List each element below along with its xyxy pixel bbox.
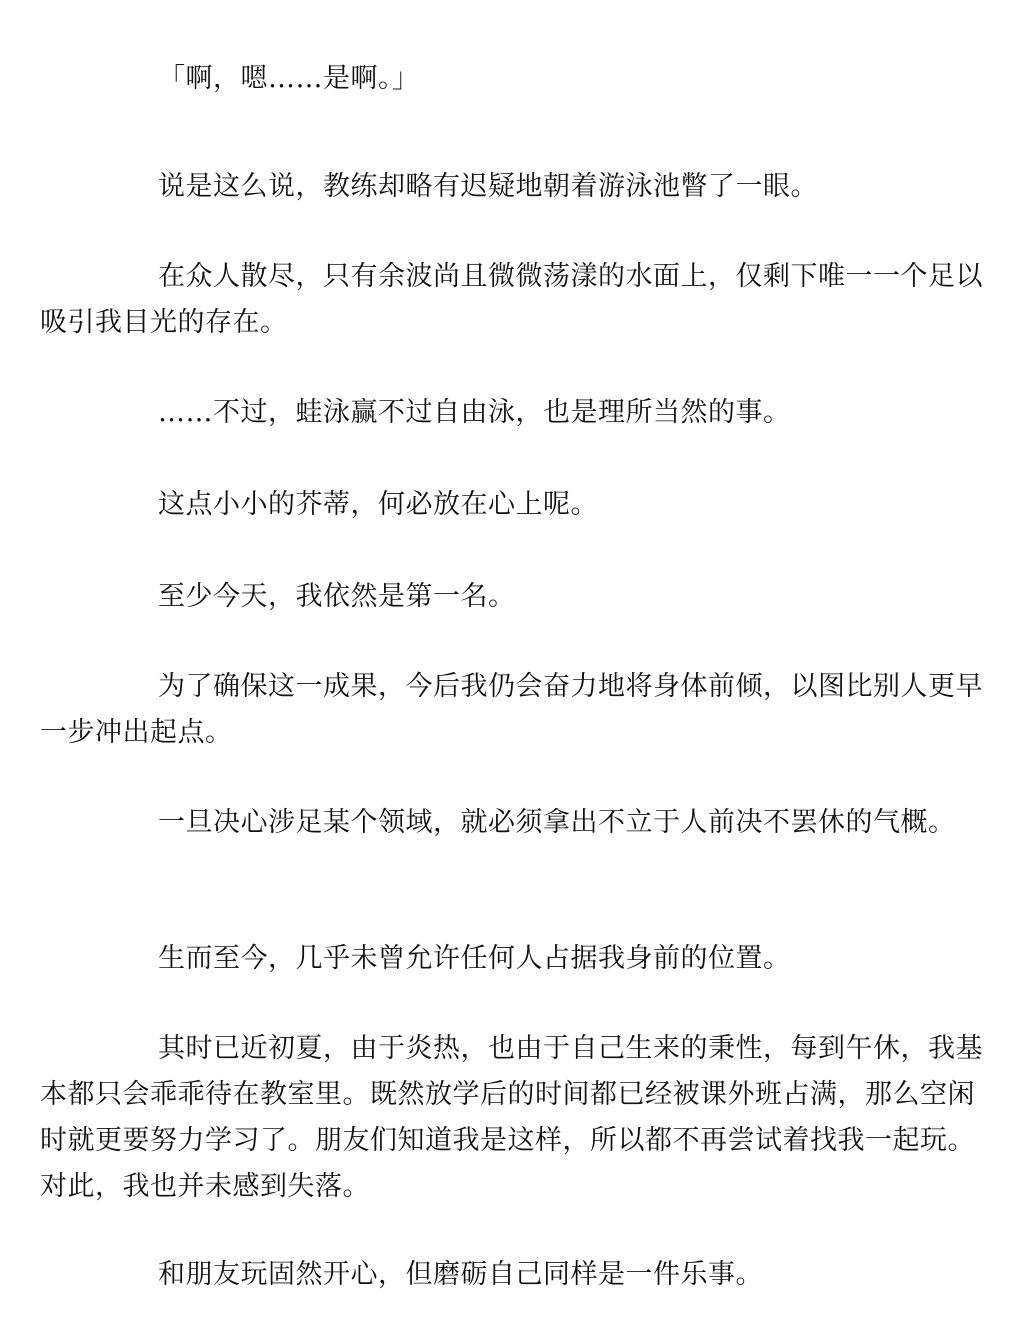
paragraph: 至少今天，我依然是第一名。	[158, 581, 516, 612]
paragraph: 在众人散尽，只有余波尚且微微荡漾的水面上，仅剩下唯一一个足以吸引我目光的存在。	[40, 261, 983, 338]
paragraph: 其时已近初夏，由于炎热，也由于自己生来的秉性，每到午休，我基本都只会乖乖待在教室里。既然放学后的时间都已经被课外班占满，那么空闲时就更要努力学习了。朋友们知道我是这样，所以都不再尝试着找我一起玩。对此，我也并未感到失落。	[40, 1033, 983, 1202]
paragraph: 这点小小的芥蒂，何必放在心上呢。	[158, 489, 598, 520]
paragraph: 一旦决心涉足某个领域，就必须拿出不立于人前决不罢休的气概。	[158, 807, 956, 838]
paragraph: 和朋友玩固然开心，但磨砺自己同样是一件乐事。	[158, 1259, 763, 1290]
paragraph: 为了确保这一成果，今后我仍会奋力地将身体前倾，以图比别人更早一步冲出起点。	[40, 671, 983, 748]
paragraph: 生而至今，几乎未曾允许任何人占据我身前的位置。	[158, 943, 791, 974]
paragraph: 说是这么说，教练却略有迟疑地朝着游泳池瞥了一眼。	[158, 171, 818, 202]
paragraph: ……不过，蛙泳赢不过自由泳，也是理所当然的事。	[158, 397, 791, 428]
paragraph-dialogue: 「啊，嗯……是啊。」	[158, 63, 420, 94]
